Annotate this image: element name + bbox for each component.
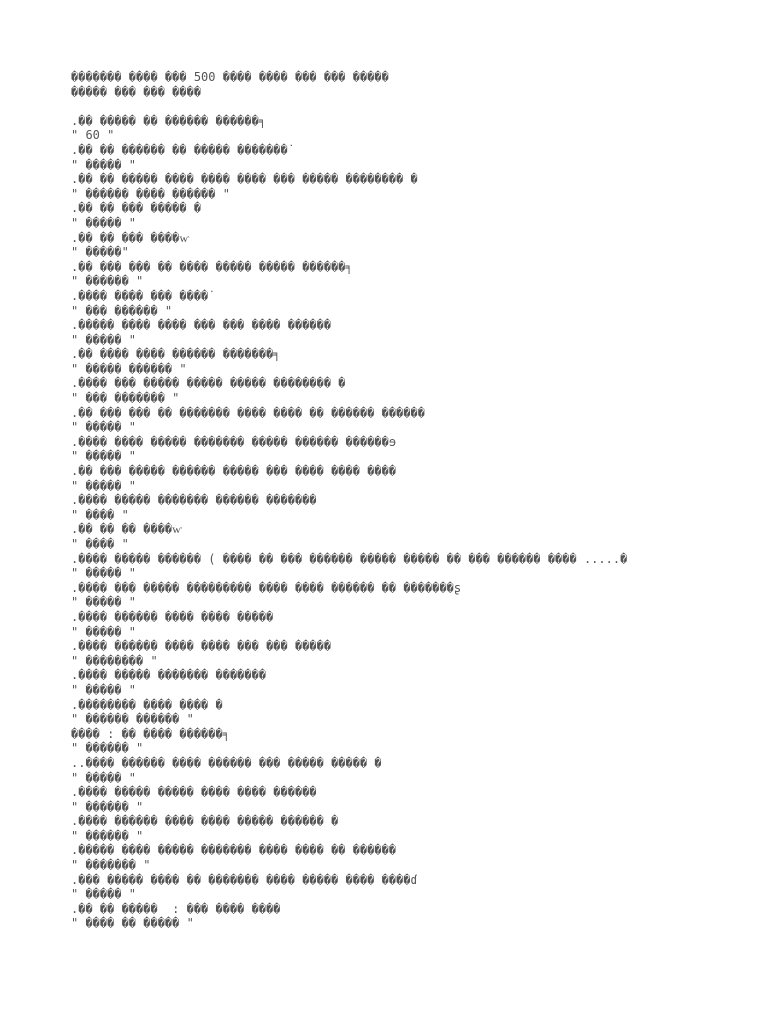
text-line: .���� ������ ���� ���� ��� ��� ����� [71,639,332,654]
text-line: .���� ��� ����� ��������� ���� ���� ������ �� �������ʂ [71,580,462,595]
text-line: .���� ����� ������ ( ���� �� ��� ������ ����� ����� �� ��� ������ ���� .....� [71,551,628,566]
text-line: .�� �� ��� ����� � [71,201,202,216]
text-line: " ������ " [71,274,144,289]
text-line: " �����" [71,245,129,260]
text-line: " ����� " [71,566,137,581]
text-line: .���� ���� ��� ����˙ [71,288,216,303]
text-line: " ���� �� ����� " [71,916,194,931]
text-line: ����� ��� ��� ���� [71,84,202,99]
text-line: .����� ���� ���� ��� ��� ���� ������ [71,318,332,333]
text-line: " ���� " [71,507,129,522]
text-line: .�� ��� ��� �� ���� ����� ����� ������╕ [71,259,353,274]
document-body [71,114,748,931]
text-line: " ����� " [71,332,137,347]
text-line: ..���� ������ ���� ������ ��� ����� ����� � [71,755,382,770]
text-line: .�� �� ����� ���� ���� ���� ��� ����� �������� � [71,172,418,187]
text-line: .�� ���� ���� ������ �������╕ [71,347,281,362]
text-line: .���� ����� ������� ������� [71,668,267,683]
text-line: " 60 " [71,128,115,143]
text-line: " ����� " [71,624,137,639]
text-line: " ������ " [71,799,144,814]
text-line: " ������ ���� ������ " [71,186,230,201]
text-line: .����� ���� ����� ������� ���� ���� �� ������ [71,843,397,858]
text-line: " ���� " [71,537,129,551]
text-line: .�� ��� ��� �� ������� ���� ���� �� ������ ������ [71,405,426,420]
text-line: " ������ ������ " [71,712,194,727]
text-line: " ������ " [71,828,144,843]
paragraph-gap [71,99,748,114]
text-line: " ����� " [71,595,137,610]
text-line: .���� ��� ����� ����� ����� �������� � [71,376,346,391]
text-line: .�� ��� ����� ������ ����� ��� ���� ���� ���� [71,464,397,479]
text-line: " ��� ������ " [71,303,173,318]
text-line: .���� ����� ����� ���� ���� ������ [71,785,317,800]
text-line: " �������� " [71,653,158,668]
text-line: " ����� " [71,157,137,172]
text-line: " ������� " [71,858,151,873]
text-line: .�������� ���� ���� � [71,697,223,712]
text-line: .�� �� ��� ����ⱳ [71,230,190,245]
text-line: " ����� " [71,449,137,464]
text-line: " ����� " [71,887,137,902]
text-line: " ����� " [71,215,137,230]
text-line: .�� �� ������ �� ����� �������˙ [71,142,295,157]
text-line: .���� ������ ���� ���� ����� ������ � [71,814,339,829]
document-intro [71,70,748,99]
text-line: .�� �� ����� : ��� ���� ���� [71,901,281,916]
text-line: " ����� ������ " [71,361,187,376]
text-line: ������� ���� ��� 500 ���� ���� ��� ��� ����� [71,70,389,84]
text-line: " ����� " [71,420,137,435]
text-line: .�� �� �� ����ⱳ [71,522,183,537]
text-line: .���� ����� ������� ������ ������� [71,493,317,508]
text-line: " ����� " [71,478,137,493]
text-line: .�� ����� �� ������ ������╕ [71,113,267,128]
text-line: ���� : �� ���� ������╕ [71,726,230,741]
text-line: " ��� ������� " [71,391,180,406]
text-line: .���� ������ ���� ���� ����� [71,609,274,624]
text-line: .���� ���� ����� ������� ����� ������ ������ɘ [71,434,397,449]
text-line: .��� ����� ���� �� ������� ���� ����� ���� ����ɗ [71,872,418,887]
text-line: " ����� " [71,682,137,697]
text-line: " ������ " [71,741,144,756]
text-line: " ����� " [71,770,137,785]
